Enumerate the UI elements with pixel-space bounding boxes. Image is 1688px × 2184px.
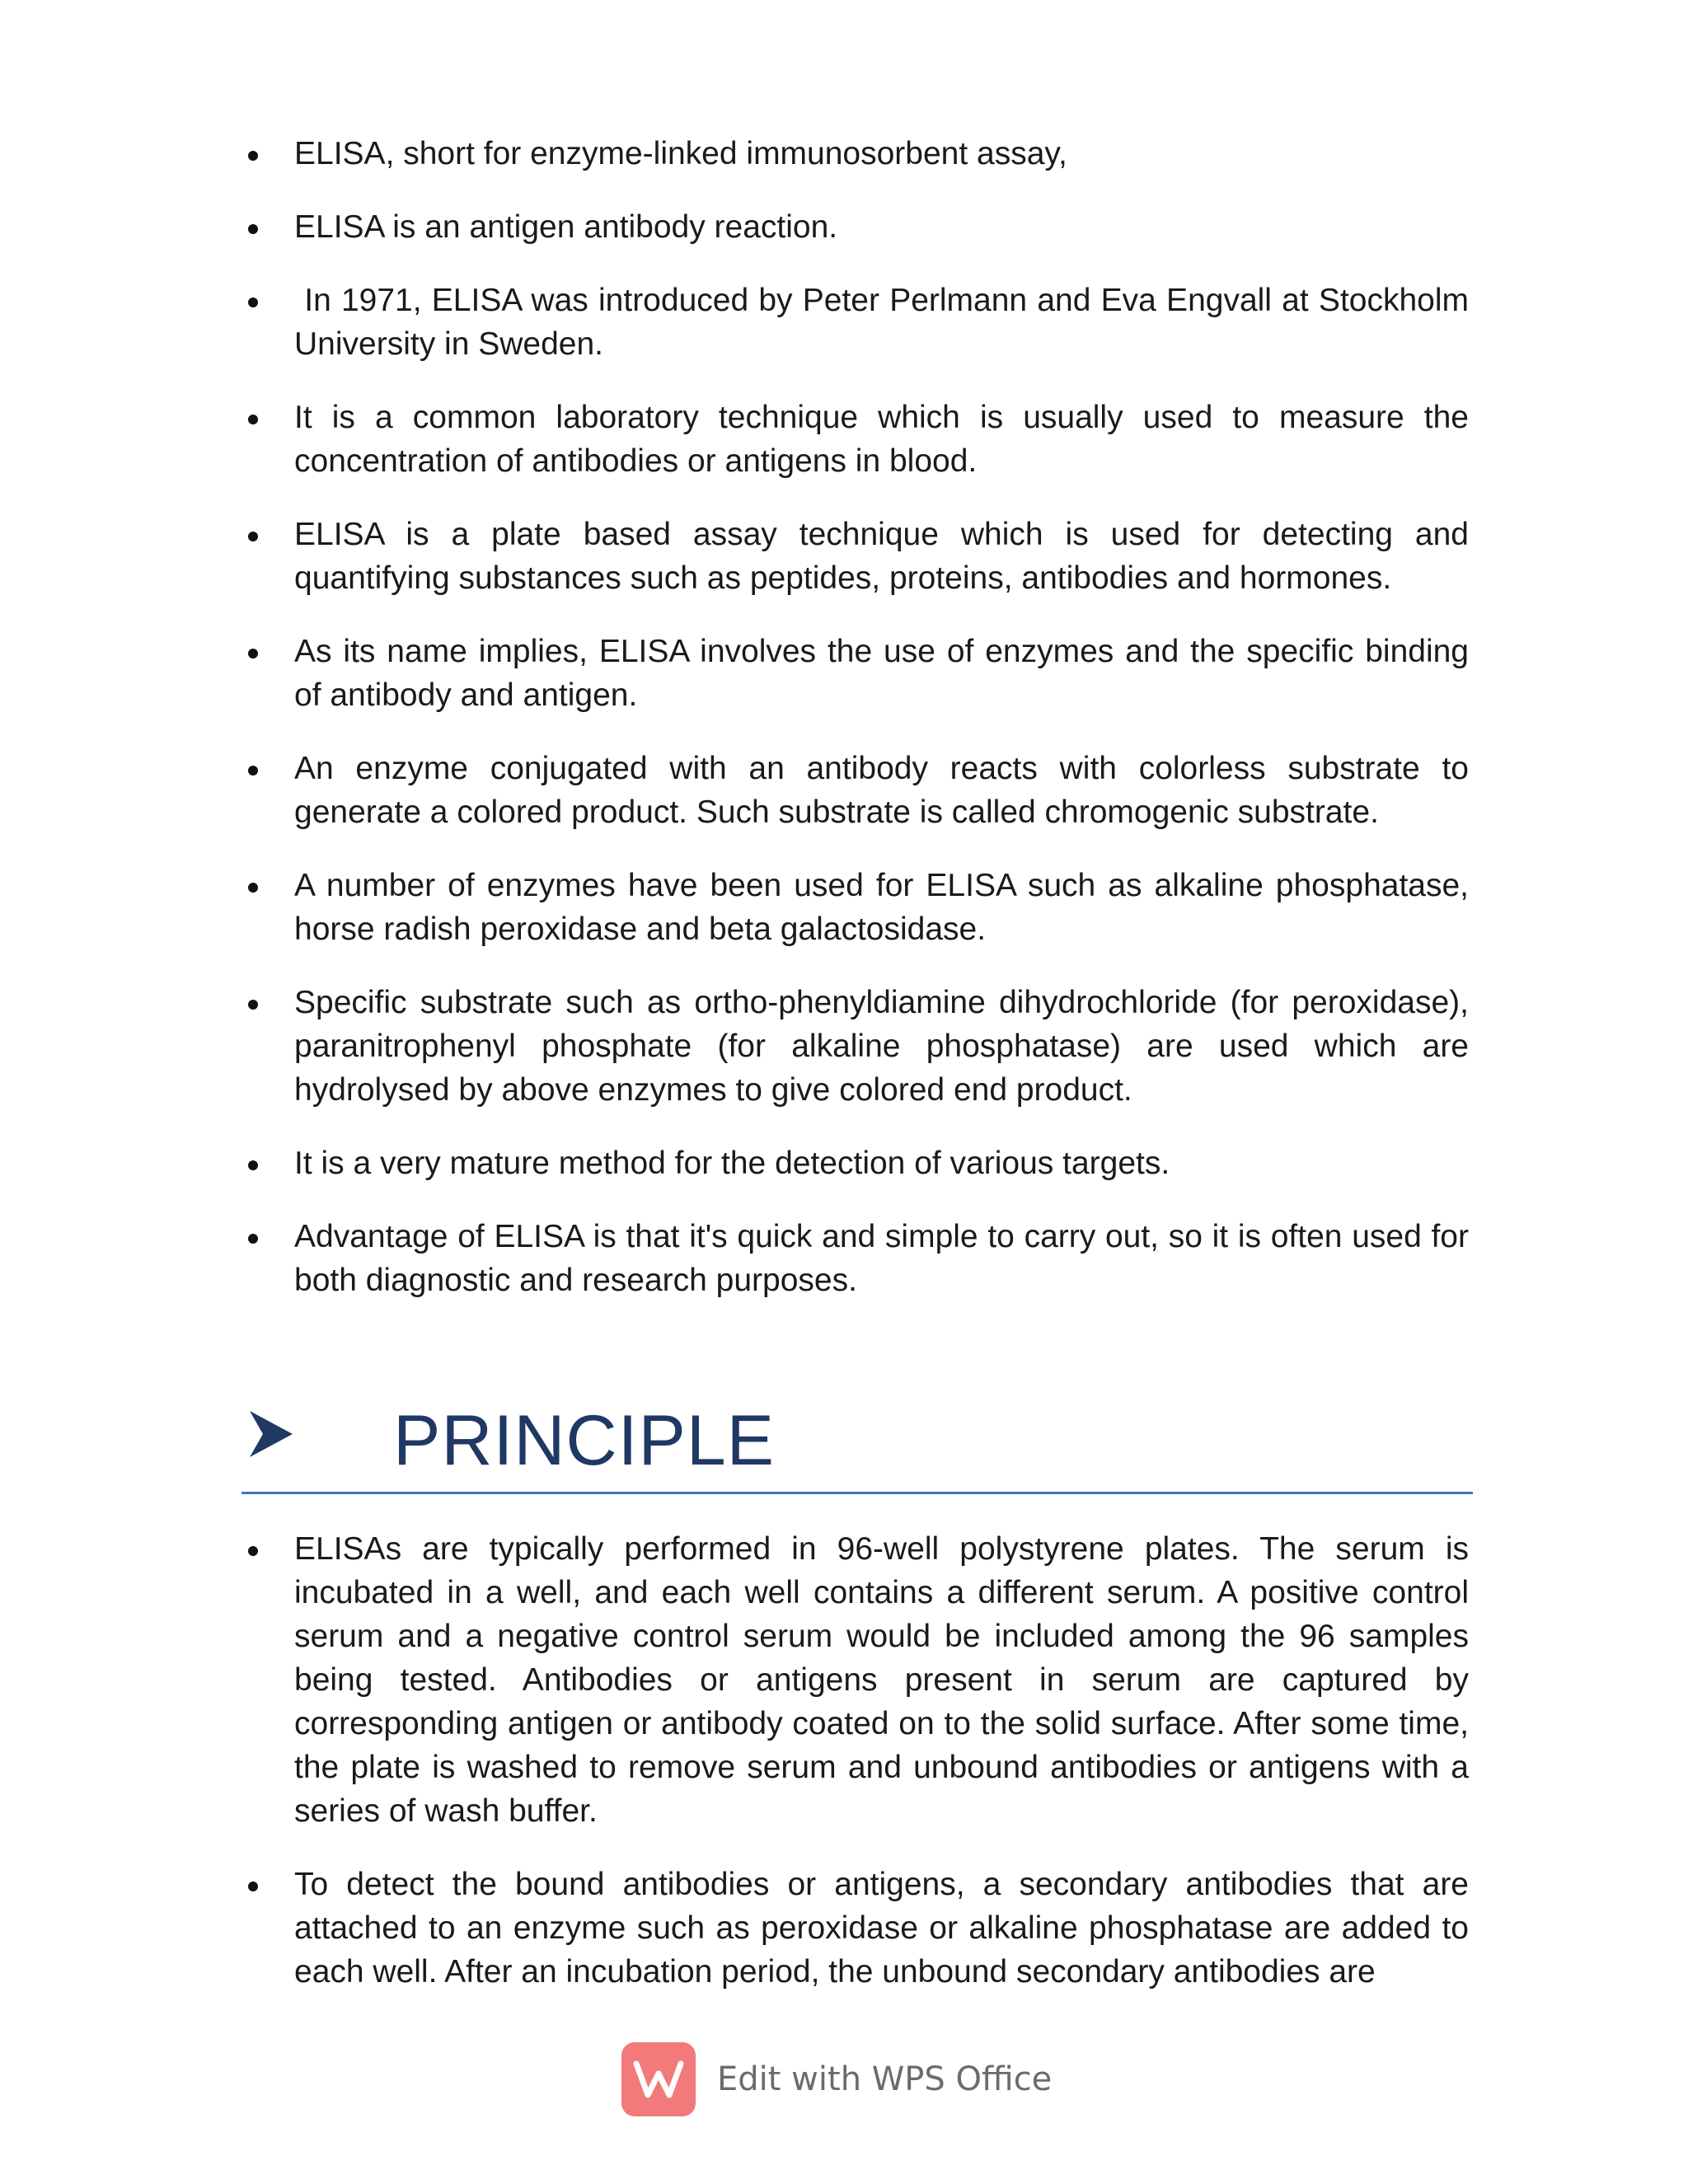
list-item: An enzyme conjugated with an antibody reacts with colorless substrate to generate a colored product. Such substrate is called chromogenic substrate. — [245, 747, 1469, 834]
list-item: ELISA is an antigen antibody reaction. — [245, 205, 1469, 249]
section-title: PRINCIPLE — [393, 1401, 776, 1480]
bullet-dot-icon — [248, 1546, 258, 1556]
bullet-dot-icon — [248, 883, 258, 893]
bullet-dot-icon — [248, 298, 258, 307]
list-item: To detect the bound antibodies or antigens, a secondary antibodies that are attached to an enzyme such as peroxidase or alkaline phosphatase are added to each well. After an incubation period, the unbound secondary antibodies are — [245, 1863, 1469, 1994]
wps-office-logo-icon — [621, 2042, 696, 2116]
bullet-dot-icon — [248, 1882, 258, 1891]
bullet-dot-icon — [248, 1234, 258, 1244]
bullet-dot-icon — [248, 415, 258, 424]
list-item: It is a very mature method for the detection of various targets. — [245, 1141, 1469, 1185]
bullet-dot-icon — [248, 224, 258, 234]
list-item: As its name implies, ELISA involves the use of enzymes and the specific binding of antibody and antigen. — [245, 630, 1469, 717]
principle-bullet-list — [245, 1527, 1469, 2023]
intro-bullet-list — [245, 132, 1478, 1332]
list-item: Specific substrate such as ortho-phenyldiamine dihydrochloride (for peroxidase), paranitrophenyl phosphate (for alkaline phosphatase) are used which are hydrolysed by above enzymes to give colored end product. — [245, 981, 1469, 1112]
list-item: ELISA is a plate based assay technique which is used for detecting and quantifying substances such as peptides, proteins, antibodies and hormones. — [245, 513, 1469, 600]
chevron-right-arrow-icon — [248, 1409, 294, 1459]
bullet-dot-icon — [248, 151, 258, 161]
bullet-dot-icon — [248, 649, 258, 658]
wps-edit-badge[interactable] — [621, 2042, 1052, 2116]
list-item: Advantage of ELISA is that it's quick and simple to carry out, so it is often used for both diagnostic and research purposes. — [245, 1215, 1469, 1302]
bullet-dot-icon — [248, 766, 258, 776]
list-item: In 1971, ELISA was introduced by Peter Perlmann and Eva Engvall at Stockholm University in Sweden. — [245, 279, 1469, 366]
bullet-dot-icon — [248, 1000, 258, 1010]
list-item: ELISA, short for enzyme-linked immunosorbent assay, — [245, 132, 1469, 176]
list-item: It is a common laboratory technique which is usually used to measure the concentration of antibodies or antigens in blood. — [245, 396, 1469, 483]
list-item: A number of enzymes have been used for ELISA such as alkaline phosphatase, horse radish peroxidase and beta galactosidase. — [245, 864, 1469, 951]
principle-heading — [241, 1393, 1473, 1494]
list-item: ELISAs are typically performed in 96-well polystyrene plates. The serum is incubated in a well, and each well contains a different serum. A positive control serum and a negative control serum would be included among the 96 samples being tested. Antibodies or antigens present in serum are captured by corresponding antigen or antibody coated on to the solid surface. After some time, the plate is washed to remove serum and unbound antibodies or antigens with a series of wash buffer. — [245, 1527, 1469, 1833]
wps-edit-label: Edit with WPS Office — [717, 2060, 1053, 2098]
bullet-dot-icon — [248, 532, 258, 541]
bullet-dot-icon — [248, 1160, 258, 1170]
